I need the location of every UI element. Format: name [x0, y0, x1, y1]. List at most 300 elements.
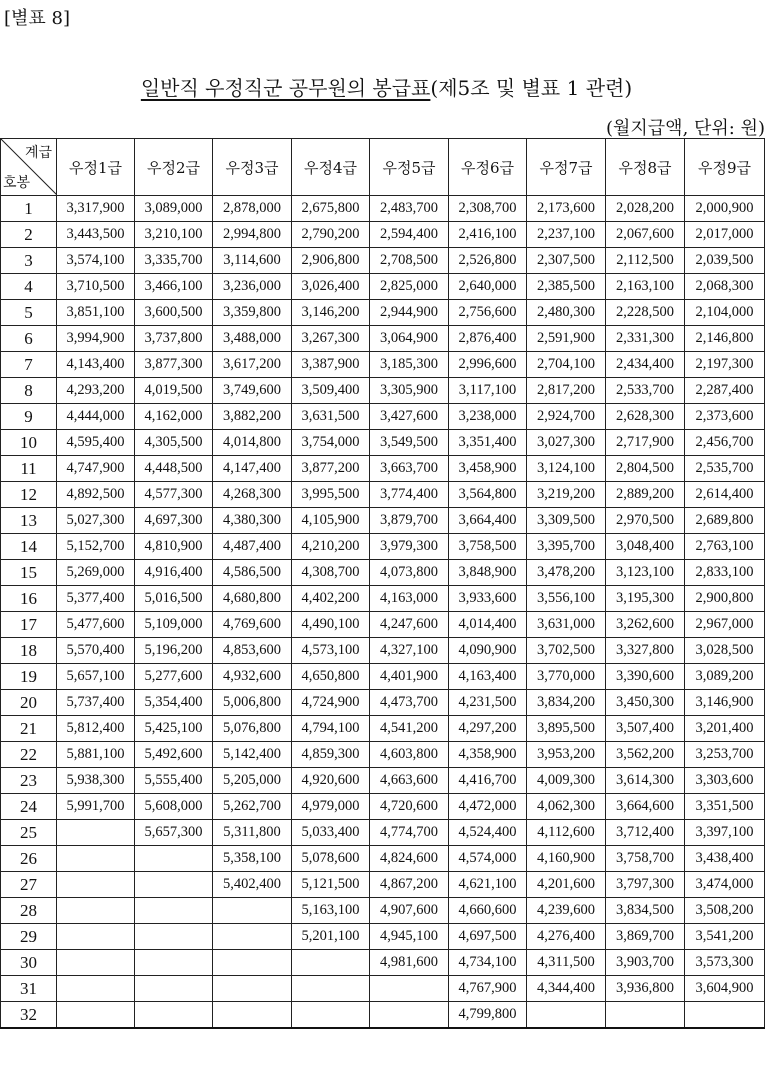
step-number: 20 — [1, 690, 57, 716]
salary-cell: 4,448,500 — [135, 456, 213, 482]
table-row — [1, 508, 765, 534]
salary-cell: 4,487,400 — [213, 534, 292, 560]
salary-cell — [135, 924, 213, 950]
salary-cell — [57, 872, 135, 898]
salary-cell: 3,541,200 — [685, 924, 765, 950]
column-header: 우정5급 — [370, 139, 449, 196]
salary-cell: 3,712,400 — [606, 820, 685, 846]
salary-cell: 5,201,100 — [292, 924, 370, 950]
salary-cell: 4,824,600 — [370, 846, 449, 872]
column-header: 우정9급 — [685, 139, 765, 196]
salary-cell: 3,450,300 — [606, 690, 685, 716]
salary-cell: 4,697,300 — [135, 508, 213, 534]
salary-cell: 4,327,100 — [370, 638, 449, 664]
salary-cell: 2,708,500 — [370, 248, 449, 274]
salary-cell: 4,231,500 — [449, 690, 527, 716]
salary-cell: 4,444,000 — [57, 404, 135, 430]
table-row — [1, 742, 765, 768]
salary-cell: 2,237,100 — [527, 222, 606, 248]
salary-cell: 5,311,800 — [213, 820, 292, 846]
salary-cell: 4,473,700 — [370, 690, 449, 716]
salary-cell: 3,359,800 — [213, 300, 292, 326]
salary-cell: 4,162,000 — [135, 404, 213, 430]
salary-cell: 4,794,100 — [292, 716, 370, 742]
salary-cell: 3,617,200 — [213, 352, 292, 378]
salary-cell: 2,173,600 — [527, 196, 606, 222]
salary-cell: 3,048,400 — [606, 534, 685, 560]
salary-cell: 3,509,400 — [292, 378, 370, 404]
salary-cell: 4,524,400 — [449, 820, 527, 846]
salary-cell: 5,076,800 — [213, 716, 292, 742]
salary-cell: 4,810,900 — [135, 534, 213, 560]
salary-cell: 2,594,400 — [370, 222, 449, 248]
salary-cell: 5,269,000 — [57, 560, 135, 586]
column-header: 우정4급 — [292, 139, 370, 196]
column-header: 우정2급 — [135, 139, 213, 196]
salary-cell: 4,490,100 — [292, 612, 370, 638]
salary-cell: 5,570,400 — [57, 638, 135, 664]
step-number: 3 — [1, 248, 57, 274]
salary-cell — [685, 1002, 765, 1029]
salary-cell: 3,387,900 — [292, 352, 370, 378]
step-number: 6 — [1, 326, 57, 352]
salary-cell: 3,305,900 — [370, 378, 449, 404]
salary-cell: 4,090,900 — [449, 638, 527, 664]
salary-cell: 2,017,000 — [685, 222, 765, 248]
salary-cell — [292, 976, 370, 1002]
step-number: 30 — [1, 950, 57, 976]
salary-cell: 4,697,500 — [449, 924, 527, 950]
salary-cell — [57, 924, 135, 950]
salary-cell: 3,774,400 — [370, 482, 449, 508]
step-number: 7 — [1, 352, 57, 378]
step-number: 4 — [1, 274, 57, 300]
salary-cell: 4,541,200 — [370, 716, 449, 742]
salary-cell — [135, 898, 213, 924]
salary-cell: 3,663,700 — [370, 456, 449, 482]
salary-cell: 2,900,800 — [685, 586, 765, 612]
salary-cell: 4,160,900 — [527, 846, 606, 872]
salary-cell: 2,924,700 — [527, 404, 606, 430]
salary-cell: 3,834,500 — [606, 898, 685, 924]
salary-cell: 4,416,700 — [449, 768, 527, 794]
salary-cell: 3,390,600 — [606, 664, 685, 690]
step-number: 18 — [1, 638, 57, 664]
salary-cell: 5,109,000 — [135, 612, 213, 638]
table-row — [1, 300, 765, 326]
salary-cell: 3,335,700 — [135, 248, 213, 274]
salary-cell: 5,016,500 — [135, 586, 213, 612]
salary-cell: 5,425,100 — [135, 716, 213, 742]
salary-cell: 2,790,200 — [292, 222, 370, 248]
salary-cell: 4,009,300 — [527, 768, 606, 794]
salary-cell: 2,104,000 — [685, 300, 765, 326]
salary-cell: 4,663,600 — [370, 768, 449, 794]
salary-cell: 3,879,700 — [370, 508, 449, 534]
step-number: 16 — [1, 586, 57, 612]
grade-label: 계급 — [24, 145, 52, 161]
title-main: 일반직 우정직군 공무원의 봉급표 — [140, 76, 431, 100]
salary-cell: 2,614,400 — [685, 482, 765, 508]
salary-cell: 3,236,000 — [213, 274, 292, 300]
salary-cell: 2,483,700 — [370, 196, 449, 222]
salary-cell: 3,397,100 — [685, 820, 765, 846]
table-row — [1, 482, 765, 508]
table-row — [1, 586, 765, 612]
salary-cell: 3,710,500 — [57, 274, 135, 300]
salary-cell: 5,991,700 — [57, 794, 135, 820]
salary-cell: 3,994,900 — [57, 326, 135, 352]
step-number: 1 — [1, 196, 57, 222]
salary-cell: 5,163,100 — [292, 898, 370, 924]
table-row — [1, 846, 765, 872]
table-row — [1, 456, 765, 482]
salary-cell: 4,859,300 — [292, 742, 370, 768]
table-row — [1, 768, 765, 794]
step-number: 25 — [1, 820, 57, 846]
salary-cell: 4,344,400 — [527, 976, 606, 1002]
salary-cell: 2,068,300 — [685, 274, 765, 300]
salary-cell — [135, 846, 213, 872]
salary-cell: 3,754,000 — [292, 430, 370, 456]
salary-cell: 3,600,500 — [135, 300, 213, 326]
salary-cell: 3,124,100 — [527, 456, 606, 482]
salary-cell: 3,933,600 — [449, 586, 527, 612]
step-number: 31 — [1, 976, 57, 1002]
salary-cell: 3,201,400 — [685, 716, 765, 742]
salary-cell: 3,089,200 — [685, 664, 765, 690]
salary-cell — [57, 950, 135, 976]
salary-cell: 5,938,300 — [57, 768, 135, 794]
salary-cell — [57, 846, 135, 872]
salary-cell: 2,825,000 — [370, 274, 449, 300]
salary-cell: 4,932,600 — [213, 664, 292, 690]
salary-cell: 3,064,900 — [370, 326, 449, 352]
page-title — [0, 72, 773, 101]
step-number: 22 — [1, 742, 57, 768]
column-header: 우정8급 — [606, 139, 685, 196]
salary-cell: 3,146,900 — [685, 690, 765, 716]
salary-cell: 2,416,100 — [449, 222, 527, 248]
salary-cell: 3,267,300 — [292, 326, 370, 352]
table-row — [1, 924, 765, 950]
salary-cell: 4,019,500 — [135, 378, 213, 404]
step-number: 19 — [1, 664, 57, 690]
salary-cell: 3,303,600 — [685, 768, 765, 794]
salary-cell: 2,675,800 — [292, 196, 370, 222]
salary-cell: 2,876,400 — [449, 326, 527, 352]
salary-cell: 3,770,000 — [527, 664, 606, 690]
salary-cell: 4,577,300 — [135, 482, 213, 508]
salary-cell: 3,458,900 — [449, 456, 527, 482]
table-row — [1, 222, 765, 248]
salary-cell: 5,033,400 — [292, 820, 370, 846]
salary-cell: 3,438,400 — [685, 846, 765, 872]
salary-cell — [213, 924, 292, 950]
salary-cell — [527, 1002, 606, 1029]
salary-cell: 3,395,700 — [527, 534, 606, 560]
salary-cell: 2,526,800 — [449, 248, 527, 274]
table-row — [1, 326, 765, 352]
salary-cell: 5,277,600 — [135, 664, 213, 690]
salary-cell: 3,238,000 — [449, 404, 527, 430]
salary-cell: 3,979,300 — [370, 534, 449, 560]
salary-cell: 4,734,100 — [449, 950, 527, 976]
table-row — [1, 196, 765, 222]
step-number: 32 — [1, 1002, 57, 1029]
step-number: 11 — [1, 456, 57, 482]
salary-cell: 3,317,900 — [57, 196, 135, 222]
salary-cell: 3,185,300 — [370, 352, 449, 378]
salary-cell: 3,573,300 — [685, 950, 765, 976]
salary-cell: 3,882,200 — [213, 404, 292, 430]
salary-cell: 3,664,600 — [606, 794, 685, 820]
salary-table — [0, 138, 765, 1029]
salary-cell: 4,573,100 — [292, 638, 370, 664]
salary-cell: 2,307,500 — [527, 248, 606, 274]
salary-cell: 4,660,600 — [449, 898, 527, 924]
salary-cell: 4,276,400 — [527, 924, 606, 950]
step-number: 17 — [1, 612, 57, 638]
salary-cell — [370, 1002, 449, 1029]
step-number: 14 — [1, 534, 57, 560]
salary-cell: 3,936,800 — [606, 976, 685, 1002]
salary-cell: 2,717,900 — [606, 430, 685, 456]
salary-cell: 5,078,600 — [292, 846, 370, 872]
salary-cell: 3,327,800 — [606, 638, 685, 664]
salary-cell: 3,219,200 — [527, 482, 606, 508]
salary-cell: 3,089,000 — [135, 196, 213, 222]
salary-cell: 4,311,500 — [527, 950, 606, 976]
salary-cell — [292, 1002, 370, 1029]
salary-cell — [213, 898, 292, 924]
table-row — [1, 638, 765, 664]
table-row — [1, 794, 765, 820]
title-suffix: (제5조 및 별표 1 관련) — [430, 76, 633, 100]
salary-cell: 4,650,800 — [292, 664, 370, 690]
salary-cell: 4,402,200 — [292, 586, 370, 612]
salary-cell: 5,205,000 — [213, 768, 292, 794]
salary-cell: 2,028,200 — [606, 196, 685, 222]
table-row — [1, 404, 765, 430]
step-number: 27 — [1, 872, 57, 898]
salary-cell: 3,262,600 — [606, 612, 685, 638]
salary-cell: 5,354,400 — [135, 690, 213, 716]
table-row — [1, 664, 765, 690]
salary-cell — [57, 820, 135, 846]
salary-cell: 5,142,400 — [213, 742, 292, 768]
salary-cell: 3,027,300 — [527, 430, 606, 456]
salary-cell: 3,474,000 — [685, 872, 765, 898]
salary-cell: 2,591,900 — [527, 326, 606, 352]
table-row — [1, 716, 765, 742]
salary-cell: 2,763,100 — [685, 534, 765, 560]
column-header: 우정6급 — [449, 139, 527, 196]
salary-cell: 2,533,700 — [606, 378, 685, 404]
salary-cell: 5,881,100 — [57, 742, 135, 768]
salary-cell: 3,995,500 — [292, 482, 370, 508]
salary-cell: 4,401,900 — [370, 664, 449, 690]
step-number: 15 — [1, 560, 57, 586]
salary-cell: 3,664,400 — [449, 508, 527, 534]
salary-cell: 5,027,300 — [57, 508, 135, 534]
salary-cell: 4,603,800 — [370, 742, 449, 768]
salary-cell: 4,305,500 — [135, 430, 213, 456]
salary-cell: 3,026,400 — [292, 274, 370, 300]
table-row — [1, 820, 765, 846]
salary-cell: 2,039,500 — [685, 248, 765, 274]
column-header: 우정3급 — [213, 139, 292, 196]
salary-cell: 3,556,100 — [527, 586, 606, 612]
salary-cell: 2,373,600 — [685, 404, 765, 430]
salary-cell: 4,293,200 — [57, 378, 135, 404]
salary-cell: 2,535,700 — [685, 456, 765, 482]
salary-cell: 4,867,200 — [370, 872, 449, 898]
salary-cell: 2,944,900 — [370, 300, 449, 326]
step-number: 12 — [1, 482, 57, 508]
salary-cell: 3,549,500 — [370, 430, 449, 456]
step-number: 8 — [1, 378, 57, 404]
salary-cell: 4,112,600 — [527, 820, 606, 846]
salary-cell: 5,657,100 — [57, 664, 135, 690]
table-row — [1, 248, 765, 274]
salary-cell: 3,562,200 — [606, 742, 685, 768]
salary-cell: 5,657,300 — [135, 820, 213, 846]
salary-cell: 2,996,600 — [449, 352, 527, 378]
salary-cell: 3,309,500 — [527, 508, 606, 534]
salary-cell: 4,916,400 — [135, 560, 213, 586]
table-row — [1, 378, 765, 404]
step-number: 2 — [1, 222, 57, 248]
salary-cell: 2,163,100 — [606, 274, 685, 300]
table-row — [1, 612, 765, 638]
salary-cell: 4,767,900 — [449, 976, 527, 1002]
salary-cell: 3,604,900 — [685, 976, 765, 1002]
step-number: 24 — [1, 794, 57, 820]
salary-cell: 2,067,600 — [606, 222, 685, 248]
salary-cell: 4,979,000 — [292, 794, 370, 820]
salary-cell: 4,073,800 — [370, 560, 449, 586]
column-header: 우정1급 — [57, 139, 135, 196]
salary-cell: 4,210,200 — [292, 534, 370, 560]
salary-cell: 5,402,400 — [213, 872, 292, 898]
salary-cell: 4,680,800 — [213, 586, 292, 612]
salary-cell: 4,014,800 — [213, 430, 292, 456]
salary-cell: 4,720,600 — [370, 794, 449, 820]
salary-cell: 3,953,200 — [527, 742, 606, 768]
salary-cell: 3,737,800 — [135, 326, 213, 352]
salary-cell: 5,608,000 — [135, 794, 213, 820]
salary-cell: 4,297,200 — [449, 716, 527, 742]
salary-cell: 3,834,200 — [527, 690, 606, 716]
salary-cell — [57, 898, 135, 924]
salary-cell: 2,878,000 — [213, 196, 292, 222]
salary-cell: 3,114,600 — [213, 248, 292, 274]
step-number: 26 — [1, 846, 57, 872]
salary-cell: 2,308,700 — [449, 196, 527, 222]
step-number: 23 — [1, 768, 57, 794]
unit-note: (월지급액, 단위: 원) — [606, 118, 765, 139]
salary-cell: 3,758,700 — [606, 846, 685, 872]
salary-cell: 2,970,500 — [606, 508, 685, 534]
step-number: 9 — [1, 404, 57, 430]
salary-cell: 2,804,500 — [606, 456, 685, 482]
step-number: 21 — [1, 716, 57, 742]
salary-cell: 4,163,400 — [449, 664, 527, 690]
salary-cell: 2,000,900 — [685, 196, 765, 222]
salary-cell: 3,146,200 — [292, 300, 370, 326]
salary-cell: 3,508,200 — [685, 898, 765, 924]
salary-cell: 4,239,600 — [527, 898, 606, 924]
salary-cell: 3,351,400 — [449, 430, 527, 456]
table-row — [1, 352, 765, 378]
salary-cell — [606, 1002, 685, 1029]
salary-cell: 3,564,800 — [449, 482, 527, 508]
column-header: 우정7급 — [527, 139, 606, 196]
step-number: 28 — [1, 898, 57, 924]
salary-cell: 2,967,000 — [685, 612, 765, 638]
salary-cell: 3,631,500 — [292, 404, 370, 430]
table-row — [1, 976, 765, 1002]
salary-cell — [213, 1002, 292, 1029]
step-number: 5 — [1, 300, 57, 326]
salary-cell — [135, 950, 213, 976]
salary-cell: 4,907,600 — [370, 898, 449, 924]
salary-cell: 4,724,900 — [292, 690, 370, 716]
annex-label: [별표 8] — [4, 8, 70, 29]
salary-cell: 3,631,000 — [527, 612, 606, 638]
salary-cell: 2,906,800 — [292, 248, 370, 274]
salary-cell: 4,595,400 — [57, 430, 135, 456]
salary-cell: 3,488,000 — [213, 326, 292, 352]
step-number: 29 — [1, 924, 57, 950]
salary-cell: 3,851,100 — [57, 300, 135, 326]
salary-cell: 2,640,000 — [449, 274, 527, 300]
salary-cell: 2,704,100 — [527, 352, 606, 378]
salary-cell: 2,331,300 — [606, 326, 685, 352]
salary-cell: 4,062,300 — [527, 794, 606, 820]
salary-cell — [57, 976, 135, 1002]
salary-cell — [135, 872, 213, 898]
salary-cell: 5,477,600 — [57, 612, 135, 638]
salary-cell: 3,507,400 — [606, 716, 685, 742]
salary-cell: 5,196,200 — [135, 638, 213, 664]
salary-cell: 3,427,600 — [370, 404, 449, 430]
salary-cell: 4,945,100 — [370, 924, 449, 950]
salary-cell: 4,799,800 — [449, 1002, 527, 1029]
salary-cell: 3,614,300 — [606, 768, 685, 794]
salary-cell: 3,877,200 — [292, 456, 370, 482]
salary-cell — [292, 950, 370, 976]
salary-cell: 4,105,900 — [292, 508, 370, 534]
salary-cell: 3,478,200 — [527, 560, 606, 586]
salary-cell: 2,689,800 — [685, 508, 765, 534]
salary-cell: 5,358,100 — [213, 846, 292, 872]
salary-cell: 3,903,700 — [606, 950, 685, 976]
salary-cell: 3,869,700 — [606, 924, 685, 950]
salary-cell: 5,555,400 — [135, 768, 213, 794]
salary-cell: 3,466,100 — [135, 274, 213, 300]
salary-cell: 2,833,100 — [685, 560, 765, 586]
salary-cell: 2,385,500 — [527, 274, 606, 300]
salary-cell: 5,377,400 — [57, 586, 135, 612]
salary-cell: 4,774,700 — [370, 820, 449, 846]
header-row — [1, 139, 765, 196]
salary-cell: 3,574,100 — [57, 248, 135, 274]
table-row — [1, 1002, 765, 1029]
salary-cell: 4,247,600 — [370, 612, 449, 638]
salary-cell: 4,014,400 — [449, 612, 527, 638]
